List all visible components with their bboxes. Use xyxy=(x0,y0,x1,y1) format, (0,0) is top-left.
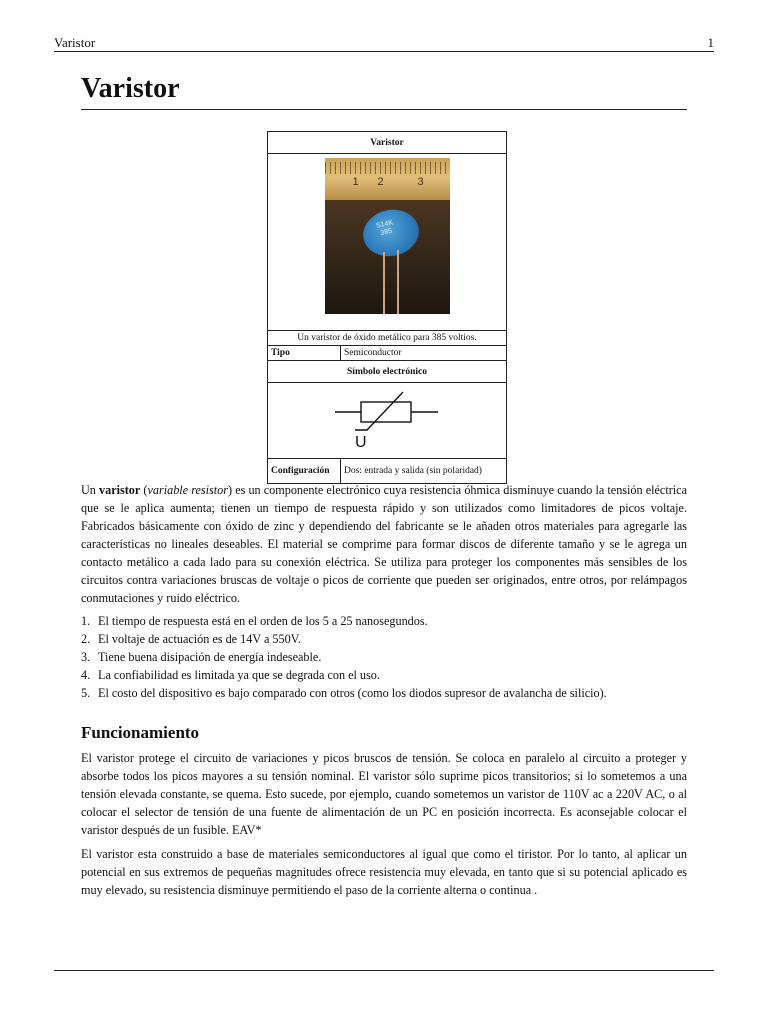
infobox-photo-cell xyxy=(268,154,507,331)
symbol-body xyxy=(361,402,411,422)
intro-rest: es un componente electrónico cuya resistencia óhmica disminuye cuando la tensión eléctrica que se le aplica aumenta; tienen un tiempo de respuesta rápido y son utilizados como limitadores de picos voltaje. Fabricados básicamente con óxido de zinc y dependiendo del fabricante se le añaden otros materiales para agregarle las características no lineales deseables. El material se comprime para formar discos de diferente tamaño y se le agrega un contacto metálico a cada lado para su conexión eléctrica. Se utiliza para proteger los componentes más sensibles de los circuitos contra variaciones bruscas de voltaje o picos de corriente que pueden ser originados, entre otros, por relámpagos conmutaciones y ruido eléctrico. xyxy=(81,483,687,605)
list-item xyxy=(81,648,687,666)
config-value: Dos: entrada y salida (sin polaridad) xyxy=(341,459,507,484)
config-label: Configuración xyxy=(268,459,341,484)
intro-paragraph xyxy=(81,481,687,607)
list-number: 5. xyxy=(81,686,91,700)
list-item xyxy=(81,612,687,630)
list-text: El costo del dispositivo es bajo comparado con otros (como los diodos supresor de avalancha de silicio). xyxy=(98,686,607,700)
ruler-number: 3 xyxy=(417,176,424,188)
article-title: Varistor xyxy=(81,70,687,110)
list-number: 2. xyxy=(81,632,91,646)
section-heading-funcionamiento: Funcionamiento xyxy=(81,723,200,742)
ruler-number: 2 xyxy=(377,176,384,188)
list-number: 1. xyxy=(81,614,91,628)
list-text: El voltaje de actuación es de 14V a 550V. xyxy=(98,632,301,646)
tipo-value: Semiconductor xyxy=(341,346,507,361)
header-title: Varistor xyxy=(54,35,96,50)
varistor-symbol-icon xyxy=(271,385,503,453)
page-number: 1 xyxy=(707,35,714,50)
marking-line: S14K xyxy=(375,219,394,230)
infobox-title: Varistor xyxy=(268,132,507,154)
symbol-cell xyxy=(268,383,507,459)
ruler-number: 1 xyxy=(352,176,359,188)
intro-mid1: ( xyxy=(140,483,148,497)
footer-rule xyxy=(54,970,714,971)
photo-caption: Un varistor de óxido metálico para 385 voltios. xyxy=(268,331,507,346)
symbol-header: Símbolo electrónico xyxy=(268,361,507,383)
intro-italic-term: variable resistor xyxy=(147,483,229,497)
ruler-ticks xyxy=(325,162,450,174)
intro-pre: Un xyxy=(81,483,100,497)
tipo-label: Tipo xyxy=(268,346,341,361)
varistor-lead xyxy=(383,252,385,314)
intro-bold-term: varistor xyxy=(99,483,141,497)
list-number: 4. xyxy=(81,668,91,682)
properties-list xyxy=(81,612,687,702)
list-text: Tiene buena disipación de energía indeseable. xyxy=(98,650,322,664)
varistor-lead xyxy=(397,250,399,314)
infobox xyxy=(267,131,507,484)
intro-mid2: ) xyxy=(228,483,233,497)
page-header xyxy=(54,34,714,52)
list-text: El tiempo de respuesta está en el orden de los 5 a 25 nanosegundos. xyxy=(98,614,428,628)
symbol-letter: U xyxy=(355,434,367,451)
varistor-photo xyxy=(325,158,450,314)
list-number: 3. xyxy=(81,650,91,664)
marking-line: 385 xyxy=(379,227,393,238)
component-marking xyxy=(375,219,395,238)
list-item xyxy=(81,630,687,648)
ruler-image xyxy=(325,158,450,200)
funcionamiento-paragraph-1: El varistor protege el circuito de variaciones y picos bruscos de tensión. Se coloca en paralelo al circuito a proteger y absorbe todos los picos mayores a su tensión nominal. El varistor sólo suprime picos transitorios; si lo sometemos a una tensión elevada constante, se quema. Esto sucede, por ejemplo, cuando sometemos un varistor de 110V ac a 220V AC, o al colocar el selector de tensión de una fuente de alimentación de un PC en posición incorrecta. Es aconsejable colocar el varistor después de un fusible. EAV* xyxy=(81,751,687,837)
list-text: La confiabilidad es limitada ya que se degrada con el uso. xyxy=(98,668,380,682)
list-item xyxy=(81,684,687,702)
symbol-slash xyxy=(355,392,403,430)
funcionamiento-paragraph-2: El varistor esta construido a base de materiales semiconductores al igual que como el tiristor. Por lo tanto, al aplicar un potencial en sus extremos de pequeñas magnitudes ofrece resistencia muy elevada, en tanto que si su potencial aplicado es muy elevado, su resistencia disminuye permitiendo el paso de la corriente alterna o continua . xyxy=(81,847,687,897)
list-item xyxy=(81,666,687,684)
